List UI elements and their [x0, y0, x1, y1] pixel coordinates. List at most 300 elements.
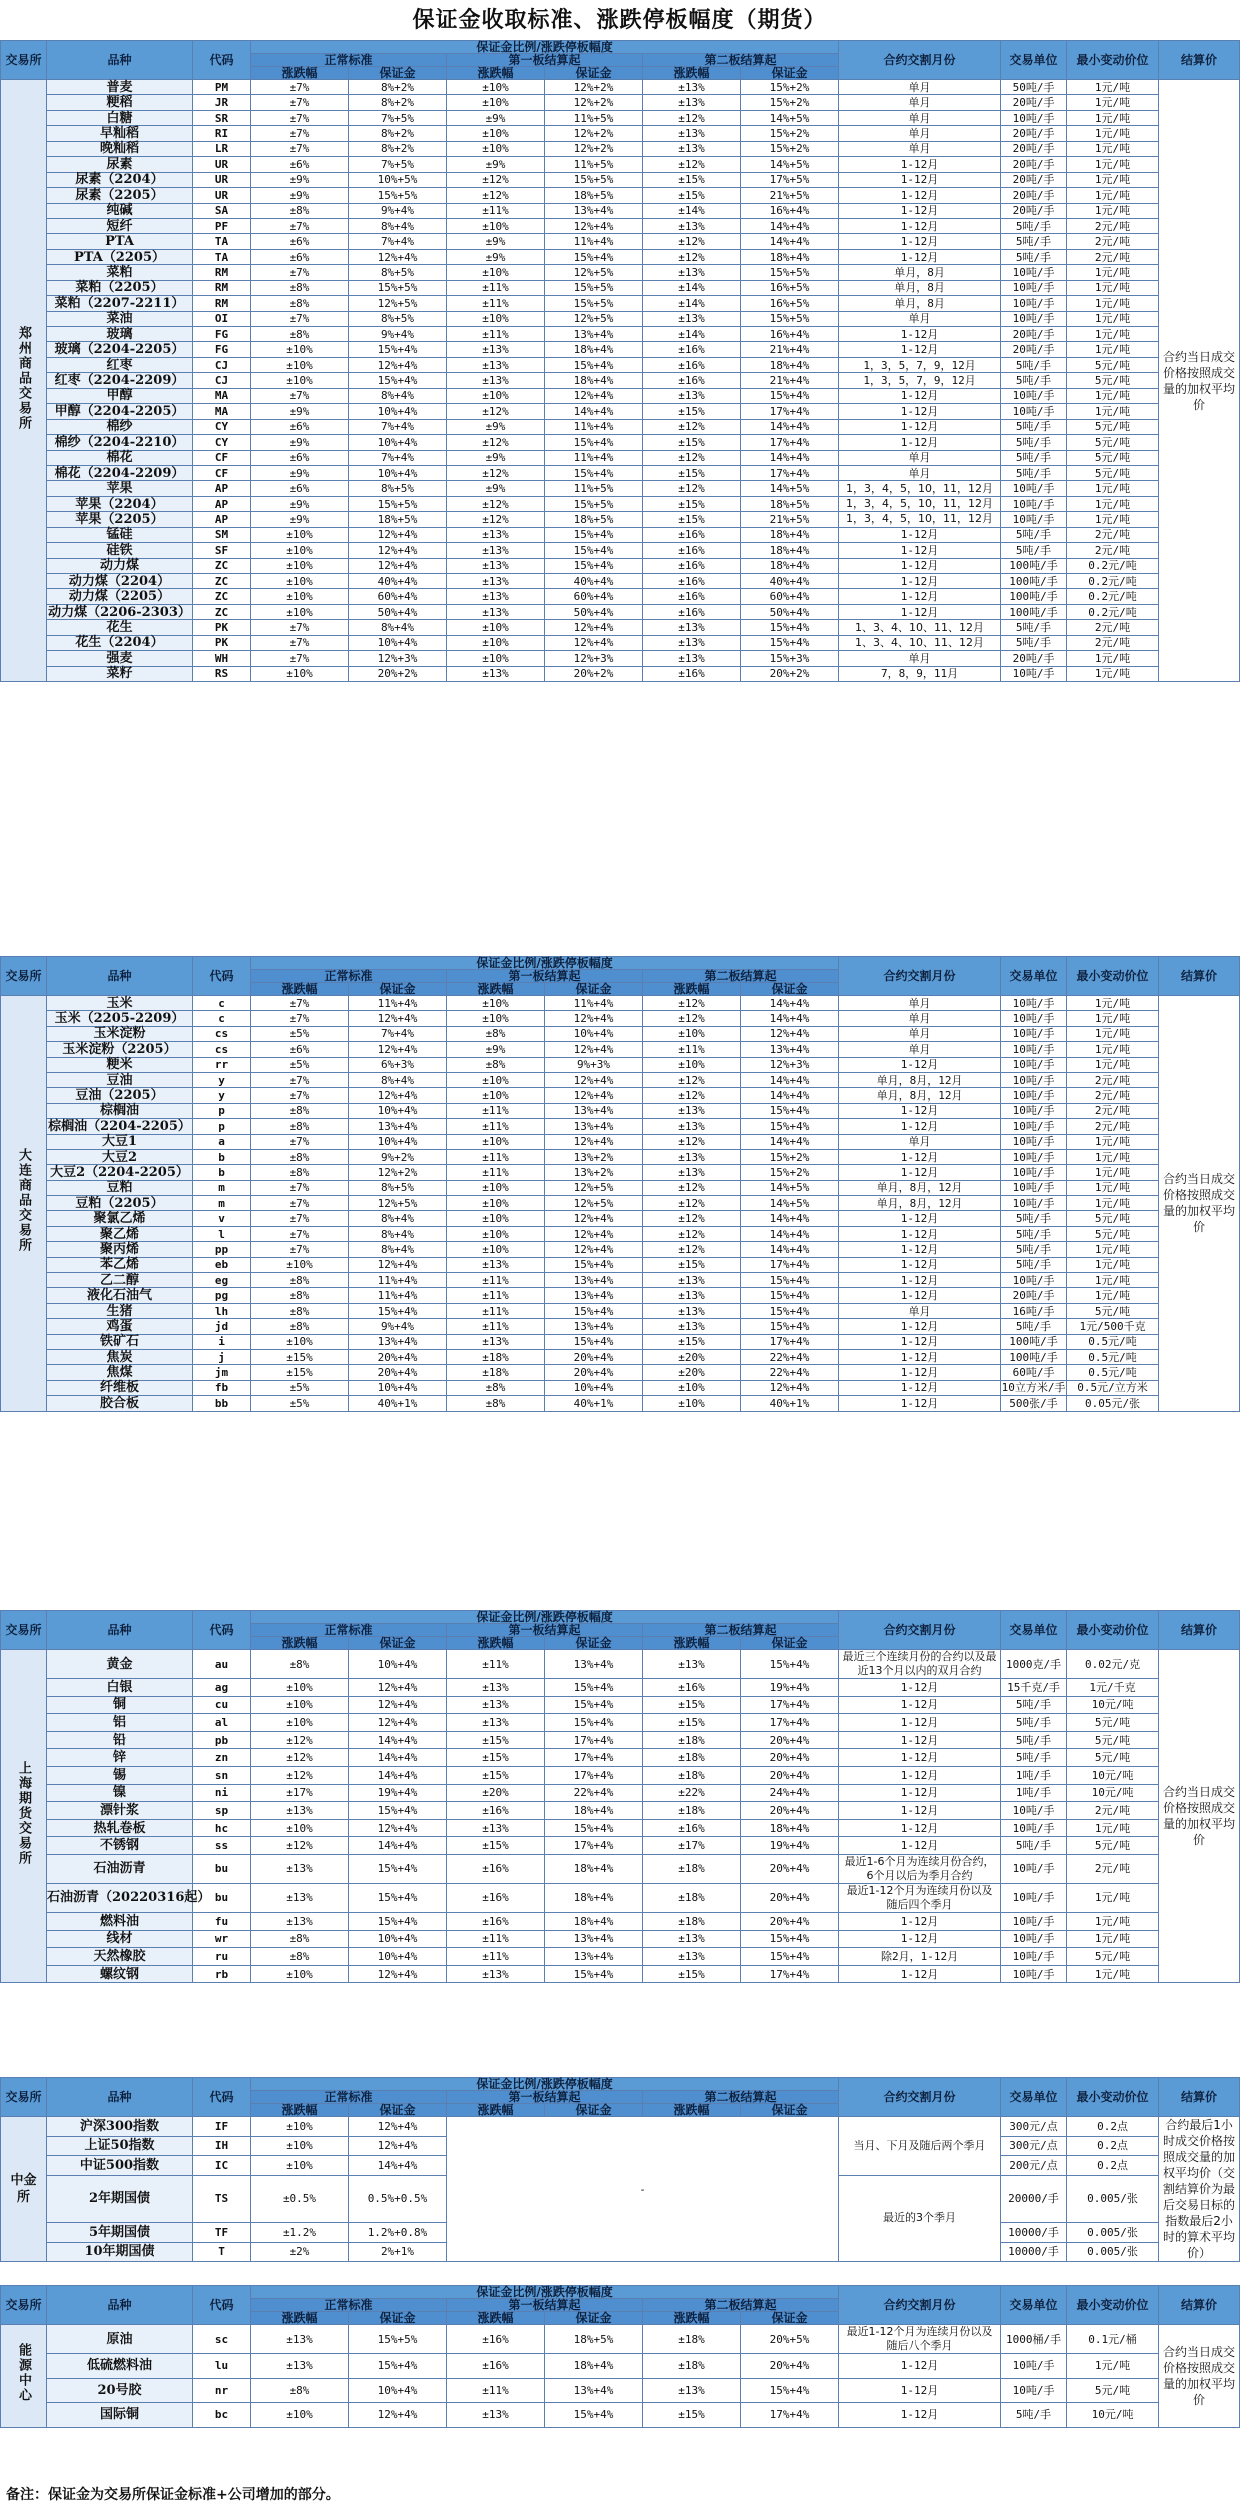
trade-unit: 20吨/手 [1001, 342, 1067, 357]
product-code: FG [193, 342, 251, 357]
min-tick: 1元/吨 [1067, 1134, 1159, 1149]
trade-unit: 10吨/手 [1001, 1883, 1067, 1912]
product-code: SM [193, 527, 251, 542]
second-board-limit: ±16% [643, 589, 741, 604]
normal-margin: 7%+4% [349, 234, 447, 249]
second-board-margin: 18%+4% [741, 249, 839, 264]
first-board-margin: 15%+5% [545, 280, 643, 295]
header-product: 品种 [47, 957, 193, 996]
first-board-limit: ±11% [447, 327, 545, 342]
product-name: 镍 [47, 1784, 193, 1802]
header-limit: 涨跌幅 [643, 67, 741, 80]
second-board-margin: 16%+4% [741, 327, 839, 342]
normal-margin: 9%+4% [349, 327, 447, 342]
trade-unit: 200元/点 [1001, 2156, 1067, 2176]
product-code: TF [193, 2223, 251, 2243]
min-tick: 0.2点 [1067, 2136, 1159, 2156]
normal-limit: ±8% [251, 1165, 349, 1180]
second-board-limit: ±12% [643, 157, 741, 172]
first-board-limit: ±15% [447, 1837, 545, 1855]
normal-limit: ±9% [251, 512, 349, 527]
trade-unit: 10吨/手 [1001, 1057, 1067, 1072]
table-row [1, 342, 1240, 357]
min-tick: 0.1元/桶 [1067, 2325, 1159, 2354]
second-board-margin: 12%+4% [741, 1026, 839, 1041]
second-board-limit: ±15% [643, 1696, 741, 1714]
header-normal: 正常标准 [251, 2091, 447, 2104]
second-board-margin: 14%+4% [741, 419, 839, 434]
first-board-limit: ±12% [447, 404, 545, 419]
second-board-limit: ±15% [643, 435, 741, 450]
trade-unit: 500张/手 [1001, 1396, 1067, 1411]
first-board-margin: 12%+5% [545, 265, 643, 280]
first-board-limit: ±13% [447, 357, 545, 372]
product-name: 胶合板 [47, 1396, 193, 1411]
product-code: SR [193, 110, 251, 125]
header-first-board: 第一板结算起 [447, 54, 643, 67]
product-code: CF [193, 450, 251, 465]
header-months: 合约交割月份 [839, 2286, 1001, 2325]
exchange-name [1, 80, 47, 682]
trade-unit: 10吨/手 [1001, 1948, 1067, 1966]
first-board-limit: ±11% [447, 2378, 545, 2403]
first-board-limit: ±11% [447, 1273, 545, 1288]
min-tick: 1元/吨 [1067, 388, 1159, 403]
table-row [1, 1273, 1240, 1288]
trade-unit: 20吨/手 [1001, 188, 1067, 203]
second-board-limit: ±13% [643, 311, 741, 326]
first-board-limit: ±20% [447, 1784, 545, 1802]
first-board-margin: 18%+5% [545, 2325, 643, 2354]
second-board-margin: 12%+4% [741, 1380, 839, 1395]
product-name: 不锈钢 [47, 1837, 193, 1855]
header-limit: 涨跌幅 [251, 1637, 349, 1650]
product-code: RM [193, 280, 251, 295]
min-tick: 1元/吨 [1067, 157, 1159, 172]
product-name: 菜粕（2205） [47, 280, 193, 295]
second-board-margin: 14%+5% [741, 1180, 839, 1195]
trade-unit: 5吨/手 [1001, 435, 1067, 450]
min-tick: 1元/吨 [1067, 651, 1159, 666]
header-product: 品种 [47, 1611, 193, 1650]
header-unit: 交易单位 [1001, 2286, 1067, 2325]
first-board-margin: 11%+5% [545, 157, 643, 172]
header-margin: 保证金 [545, 1637, 643, 1650]
first-board-margin: 50%+4% [545, 604, 643, 619]
first-board-limit: ±11% [447, 1650, 545, 1679]
header-limit: 涨跌幅 [251, 983, 349, 996]
product-code: rr [193, 1057, 251, 1072]
normal-limit: ±15% [251, 1365, 349, 1380]
header-limit: 涨跌幅 [251, 2312, 349, 2325]
first-board-limit: ±13% [447, 1714, 545, 1732]
second-board-margin: 15%+4% [741, 635, 839, 650]
table-row [1, 1714, 1240, 1732]
header-code: 代码 [193, 41, 251, 80]
trade-unit: 10吨/手 [1001, 1819, 1067, 1837]
trade-unit: 10吨/手 [1001, 512, 1067, 527]
min-tick: 1元/吨 [1067, 1883, 1159, 1912]
second-board-limit: ±13% [643, 1273, 741, 1288]
table-row [1, 2325, 1240, 2354]
first-board-limit: ±10% [447, 635, 545, 650]
normal-margin: 19%+4% [349, 1784, 447, 1802]
min-tick: 2元/吨 [1067, 249, 1159, 264]
table-row [1, 450, 1240, 465]
header-margin: 保证金 [741, 2312, 839, 2325]
first-board-margin: 15%+4% [545, 465, 643, 480]
product-name: 普麦 [47, 80, 193, 95]
product-name: 玉米淀粉 [47, 1026, 193, 1041]
min-tick: 5元/吨 [1067, 450, 1159, 465]
normal-limit: ±7% [251, 218, 349, 233]
second-board-limit: ±16% [643, 357, 741, 372]
first-board-limit: ±16% [447, 1802, 545, 1820]
trade-unit: 20吨/手 [1001, 126, 1067, 141]
table-row [1, 2354, 1240, 2379]
first-board-limit: ±12% [447, 512, 545, 527]
normal-margin: 8%+4% [349, 218, 447, 233]
trade-unit: 5吨/手 [1001, 1714, 1067, 1732]
normal-margin: 12%+4% [349, 1696, 447, 1714]
normal-margin: 12%+4% [349, 2136, 447, 2156]
header-exchange: 交易所 [1, 2286, 47, 2325]
second-board-margin: 16%+5% [741, 280, 839, 295]
settlement-price-rule: 合约当日成交价格按照成交量的加权平均价 [1159, 80, 1240, 682]
normal-limit: ±8% [251, 1288, 349, 1303]
normal-limit: ±15% [251, 1349, 349, 1364]
normal-margin: 8%+5% [349, 311, 447, 326]
product-code: UR [193, 188, 251, 203]
delivery-months: 1，3，5，7，9，12月 [839, 373, 1001, 388]
product-name: 棕榈油（2204-2205） [48, 1118, 191, 1134]
second-board-limit: ±13% [643, 80, 741, 95]
min-tick: 1元/吨 [1067, 80, 1159, 95]
normal-limit: ±13% [251, 1883, 349, 1912]
header-margin: 保证金 [349, 983, 447, 996]
product-code: y [193, 1072, 251, 1087]
second-board-margin: 17%+4% [741, 1965, 839, 1983]
product-name: 线材 [47, 1930, 193, 1948]
min-tick: 2元/吨 [1067, 1119, 1159, 1134]
normal-margin: 12%+4% [349, 1011, 447, 1026]
second-board-limit: ±13% [643, 141, 741, 156]
trade-unit: 20吨/手 [1001, 327, 1067, 342]
product-name: 沪深300指数 [47, 2117, 193, 2137]
second-board-margin: 22%+4% [741, 1365, 839, 1380]
second-board-limit: ±10% [643, 1380, 741, 1395]
exchange-name-text: 能源中心 [16, 2343, 31, 2404]
normal-limit: ±17% [251, 1784, 349, 1802]
trade-unit: 5吨/手 [1001, 1749, 1067, 1767]
product-name: 漂针浆 [47, 1802, 193, 1820]
first-board-margin: 10%+4% [545, 1026, 643, 1041]
second-board-limit: ±12% [643, 234, 741, 249]
product-code: IC [193, 2156, 251, 2176]
normal-limit: ±13% [251, 1802, 349, 1820]
second-board-margin: 15%+2% [741, 95, 839, 110]
first-board-limit: ±11% [447, 1288, 545, 1303]
second-board-margin: 13%+4% [741, 1042, 839, 1057]
trade-unit: 1吨/手 [1001, 1784, 1067, 1802]
normal-margin: 10%+4% [349, 1948, 447, 1966]
table-row [1, 110, 1240, 125]
second-board-limit: ±10% [643, 1057, 741, 1072]
normal-margin: 15%+4% [349, 1802, 447, 1820]
table-row [1, 2378, 1240, 2403]
product-code: lu [193, 2354, 251, 2379]
second-board-margin: 18%+4% [741, 357, 839, 372]
delivery-months: 1-12月 [839, 2403, 1001, 2428]
second-board-limit: ±15% [643, 2403, 741, 2428]
first-board-limit: ±11% [447, 203, 545, 218]
product-name: 黄金 [47, 1650, 193, 1679]
product-code: UR [193, 157, 251, 172]
min-tick: 2元/吨 [1067, 543, 1159, 558]
table-row [1, 2403, 1240, 2428]
min-tick: 0.2元/吨 [1067, 589, 1159, 604]
first-board-margin: 15%+4% [545, 543, 643, 558]
product-name: 白银 [47, 1679, 193, 1697]
second-board-margin: 14%+5% [741, 110, 839, 125]
table-row [1, 95, 1240, 110]
second-board-margin: 15%+2% [741, 1149, 839, 1164]
min-tick: 1元/吨 [1067, 1273, 1159, 1288]
first-board-margin: 15%+4% [545, 1696, 643, 1714]
normal-limit: ±6% [251, 1042, 349, 1057]
normal-limit: ±9% [251, 188, 349, 203]
table-row [1, 327, 1240, 342]
trade-unit: 10吨/手 [1001, 1026, 1067, 1041]
normal-margin: 8%+2% [349, 126, 447, 141]
table-row [1, 996, 1240, 1011]
product-code: TA [193, 234, 251, 249]
second-board-margin: 40%+1% [741, 1396, 839, 1411]
min-tick: 5元/吨 [1067, 1731, 1159, 1749]
header-months: 合约交割月份 [839, 2078, 1001, 2117]
normal-limit: ±10% [251, 1679, 349, 1697]
normal-margin: 12%+4% [349, 1088, 447, 1103]
product-name: PTA [47, 234, 193, 249]
second-board-margin: 50%+4% [741, 604, 839, 619]
table-row [1, 218, 1240, 233]
first-board-margin: 13%+4% [545, 1119, 643, 1134]
header-exchange: 交易所 [1, 957, 47, 996]
header-unit: 交易单位 [1001, 2078, 1067, 2117]
normal-margin: 20%+4% [349, 1349, 447, 1364]
normal-limit: ±7% [251, 1088, 349, 1103]
delivery-months: 单月 [839, 95, 1001, 110]
trade-unit: 10吨/手 [1001, 496, 1067, 511]
second-board-margin: 15%+2% [741, 80, 839, 95]
second-board-limit: ±16% [643, 666, 741, 681]
second-board-margin: 15%+4% [741, 1948, 839, 1966]
normal-margin: 14%+4% [349, 1749, 447, 1767]
first-board-limit: ±10% [447, 311, 545, 326]
product-name: 大豆1 [47, 1134, 193, 1149]
product-code: TS [193, 2175, 251, 2223]
first-board-margin: 9%+3% [545, 1057, 643, 1072]
min-tick: 5元/吨 [1067, 1749, 1159, 1767]
normal-margin: 9%+4% [349, 203, 447, 218]
header-tick: 最小变动价位 [1067, 1611, 1159, 1650]
second-board-margin: 15%+4% [741, 1650, 839, 1679]
product-code: OI [193, 311, 251, 326]
trade-unit: 10立方米/手 [1001, 1381, 1066, 1395]
first-board-margin: 12%+4% [545, 1042, 643, 1057]
first-board-margin: 18%+4% [545, 342, 643, 357]
second-board-limit: ±12% [643, 1072, 741, 1087]
product-name: 棉纱 [47, 419, 193, 434]
delivery-months: 1-12月 [839, 1802, 1001, 1820]
second-board-margin: 24%+4% [741, 1784, 839, 1802]
second-board-margin: 17%+4% [741, 1696, 839, 1714]
second-board-margin: 20%+4% [741, 1802, 839, 1820]
first-board-margin: 11%+4% [545, 419, 643, 434]
normal-margin: 6%+3% [349, 1057, 447, 1072]
normal-margin: 8%+2% [349, 95, 447, 110]
normal-margin: 8%+5% [349, 481, 447, 496]
product-code: ru [193, 1948, 251, 1966]
product-name: 菜油 [47, 311, 193, 326]
first-board-limit: ±13% [447, 2403, 545, 2428]
product-name: 苹果（2204） [47, 496, 193, 511]
first-board-margin: 12%+2% [545, 141, 643, 156]
normal-limit: ±7% [251, 311, 349, 326]
min-tick: 2元/吨 [1067, 635, 1159, 650]
min-tick: 1元/吨 [1067, 188, 1159, 203]
first-board-margin: 20%+4% [545, 1365, 643, 1380]
delivery-months: 1-12月 [839, 404, 1001, 419]
second-board-margin: 14%+4% [741, 1072, 839, 1087]
first-board-margin: 14%+4% [545, 404, 643, 419]
second-board-limit: ±18% [643, 1912, 741, 1930]
first-board-margin: 12%+5% [545, 1196, 643, 1211]
first-board-limit: ±13% [447, 1696, 545, 1714]
header-row [1, 2286, 1240, 2299]
trade-unit: 1000克/手 [1001, 1650, 1067, 1679]
product-name: 甲醇 [47, 388, 193, 403]
product-code: AP [193, 496, 251, 511]
normal-margin: 15%+4% [349, 342, 447, 357]
second-board-limit: ±12% [643, 1242, 741, 1257]
product-code: ZC [193, 604, 251, 619]
header-limit: 涨跌幅 [251, 2104, 349, 2117]
second-board-limit: ±12% [643, 1226, 741, 1241]
delivery-months: 1-12月 [839, 1103, 1001, 1118]
product-code: SF [193, 543, 251, 558]
normal-margin: 15%+5% [349, 280, 447, 295]
normal-limit: ±10% [251, 2156, 349, 2176]
delivery-months: 单月 [839, 1042, 1001, 1057]
first-board-limit: ±12% [447, 172, 545, 187]
trade-unit: 5吨/手 [1001, 1837, 1067, 1855]
table-row [1, 1883, 1240, 1912]
normal-limit: ±10% [251, 357, 349, 372]
product-name: 铁矿石 [47, 1334, 193, 1349]
delivery-months: 1-12月 [839, 1349, 1001, 1364]
second-board-limit: ±15% [643, 1965, 741, 1983]
normal-limit: ±8% [251, 1650, 349, 1679]
delivery-months: 1-12月 [839, 1165, 1001, 1180]
trade-unit: 1000桶/手 [1001, 2325, 1067, 2354]
product-name: 白糖 [47, 110, 193, 125]
normal-limit: ±10% [251, 1714, 349, 1732]
min-tick: 1元/吨 [1067, 110, 1159, 125]
delivery-months: 单月，8月，12月 [839, 1072, 1001, 1087]
first-board-limit: ±11% [447, 1930, 545, 1948]
product-name: 低硫燃料油 [47, 2354, 193, 2379]
second-board-limit: ±22% [643, 1784, 741, 1802]
min-tick: 5元/吨 [1067, 1948, 1159, 1966]
product-code: CJ [193, 373, 251, 388]
product-code: CY [193, 419, 251, 434]
table-row [1, 1965, 1240, 1983]
table-row [1, 1057, 1240, 1072]
min-tick: 2元/吨 [1067, 527, 1159, 542]
product-name: 铝 [47, 1714, 193, 1732]
margin-table [0, 40, 1240, 682]
second-board-margin: 15%+3% [741, 651, 839, 666]
product-name: 铜 [47, 1696, 193, 1714]
second-board-limit: ±15% [643, 496, 741, 511]
first-board-limit: ±8% [447, 1380, 545, 1395]
exchange-name [1, 2117, 47, 2262]
min-tick: 2元/吨 [1067, 218, 1159, 233]
second-board-limit: ±15% [643, 1714, 741, 1732]
product-code: IF [193, 2117, 251, 2137]
second-board-margin: 15%+2% [741, 1165, 839, 1180]
first-board-limit: ±12% [447, 435, 545, 450]
min-tick: 1元/500千克 [1067, 1319, 1159, 1334]
product-code: AP [193, 512, 251, 527]
product-code: b [193, 1149, 251, 1164]
second-board-margin: 20%+4% [741, 1766, 839, 1784]
product-code: jd [193, 1319, 251, 1334]
first-board-limit: ±9% [447, 234, 545, 249]
product-name: 短纤 [47, 218, 193, 233]
delivery-months: 7，8，9，11月 [839, 666, 1001, 681]
product-code: LR [193, 141, 251, 156]
table-row [1, 1948, 1240, 1966]
normal-margin: 12%+3% [349, 651, 447, 666]
header-margin: 保证金 [349, 2312, 447, 2325]
first-board-limit: ±13% [447, 1257, 545, 1272]
table-row [1, 1837, 1240, 1855]
first-board-limit: ±11% [447, 1103, 545, 1118]
trade-unit: 5吨/手 [1001, 1696, 1067, 1714]
product-name: 铅 [47, 1731, 193, 1749]
product-code: p [193, 1103, 251, 1118]
first-board-margin: 17%+4% [545, 1837, 643, 1855]
product-name: 纯碱 [47, 203, 193, 218]
normal-margin: 8%+2% [349, 141, 447, 156]
header-product: 品种 [47, 41, 193, 80]
first-board-margin: 12%+4% [545, 1011, 643, 1026]
second-board-margin: 19%+4% [741, 1679, 839, 1697]
first-board-limit: ±9% [447, 249, 545, 264]
second-board-margin: 14%+4% [741, 234, 839, 249]
second-board-margin: 21%+5% [741, 512, 839, 527]
header-margin: 保证金 [741, 67, 839, 80]
normal-limit: ±10% [251, 2403, 349, 2428]
delivery-months: 1，3，5，7，9，12月 [839, 357, 1001, 372]
first-board-margin: 12%+2% [545, 95, 643, 110]
product-code: al [193, 1714, 251, 1732]
trade-unit: 1吨/手 [1001, 1766, 1067, 1784]
product-code: l [193, 1226, 251, 1241]
table-row [1, 574, 1240, 589]
